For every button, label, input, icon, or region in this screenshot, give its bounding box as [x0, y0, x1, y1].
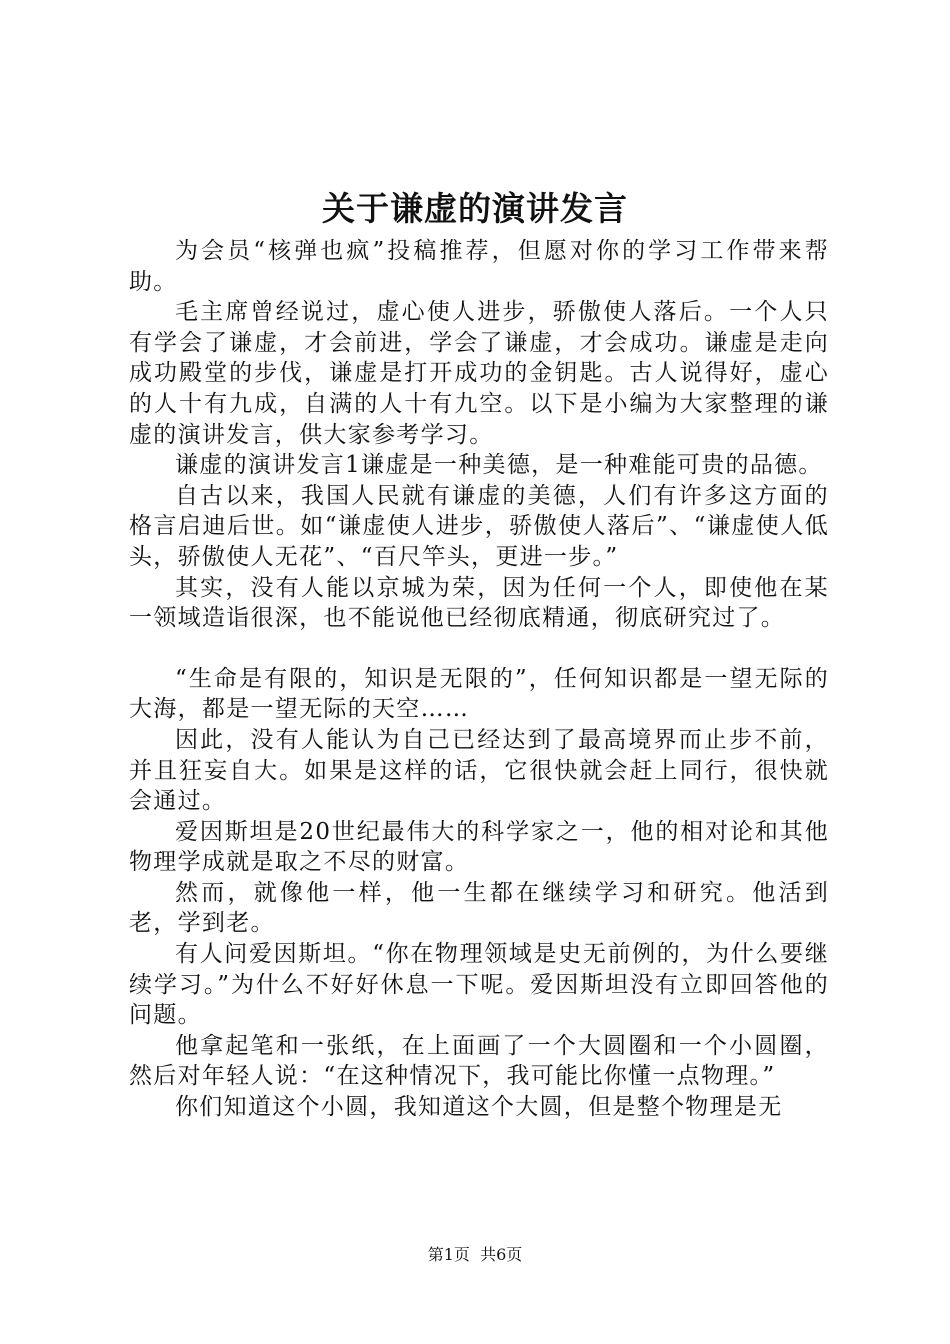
footer-spacer	[470, 1245, 480, 1264]
paragraph-4: 其实，没有人能以京城为荣，因为任何一个人，即使他在某一领域造诣很深，也不能说他已经彻底精通，彻底研究过了。	[129, 574, 829, 632]
paragraph-11: 你们知道这个小圆，我知道这个大圆，但是整个物理是无	[175, 1094, 783, 1121]
paragraph-8: 然而，就像他一样，他一生都在继续学习和研究。他活到老，学到老。	[129, 879, 829, 937]
paragraph-3: 自古以来，我国人民就有谦虚的美德，人们有许多这方面的格言启迪后世。如“谦虚使人进步，骄傲使人落后”、“谦虚使人低头，骄傲使人无花”、“百尺竿头，更进一步。”	[129, 482, 829, 570]
page-number: 第1页	[427, 1245, 470, 1264]
document-title: 关于谦虚的演讲发言	[322, 189, 628, 228]
document-body	[129, 236, 829, 1123]
paragraph-10: 他拿起笔和一张纸，在上面画了一个大圆圈和一个小圆圈，然后对年轻人说：“在这种情况下，我可能比你懂一点物理。”	[129, 1032, 829, 1090]
paragraph-5: “生命是有限的，知识是无限的”，任何知识都是一望无际的大海，都是一望无际的天空……	[129, 665, 829, 723]
paragraph-1: 毛主席曾经说过，虚心使人进步，骄傲使人落后。一个人只有学会了谦虚，才会前进，学会了谦虚，才会成功。谦虚是走向成功殿堂的步伐，谦虚是打开成功的金钥匙。古人说得好，虚心的人十有九成，自满的人十有九空。以下是小编为大家整理的谦虚的演讲发言，供大家参考学习。	[129, 299, 829, 448]
paragraph-2: 谦虚的演讲发言1谦虚是一种美德，是一种难能可贵的品德。	[175, 452, 823, 479]
page-footer	[0, 1244, 950, 1266]
paragraph-7: 爱因斯坦是20世纪最伟大的科学家之一，他的相对论和其他物理学成就是取之不尽的财富。	[129, 818, 829, 876]
paragraph-9: 有人问爱因斯坦。“你在物理领域是史无前例的，为什么要继续学习。”为什么不好好休息一下呢。爱因斯坦没有立即回答他的问题。	[129, 941, 829, 1029]
paragraph-intro: 为会员“核弹也疯”投稿推荐，但愿对你的学习工作带来帮助。	[129, 238, 829, 295]
paragraph-6: 因此，没有人能认为自己已经达到了最高境界而止步不前，并且狂妄自大。如果是这样的话，它很快就会赶上同行，很快就会通过。	[129, 726, 829, 815]
page-total: 共6页	[480, 1245, 523, 1264]
